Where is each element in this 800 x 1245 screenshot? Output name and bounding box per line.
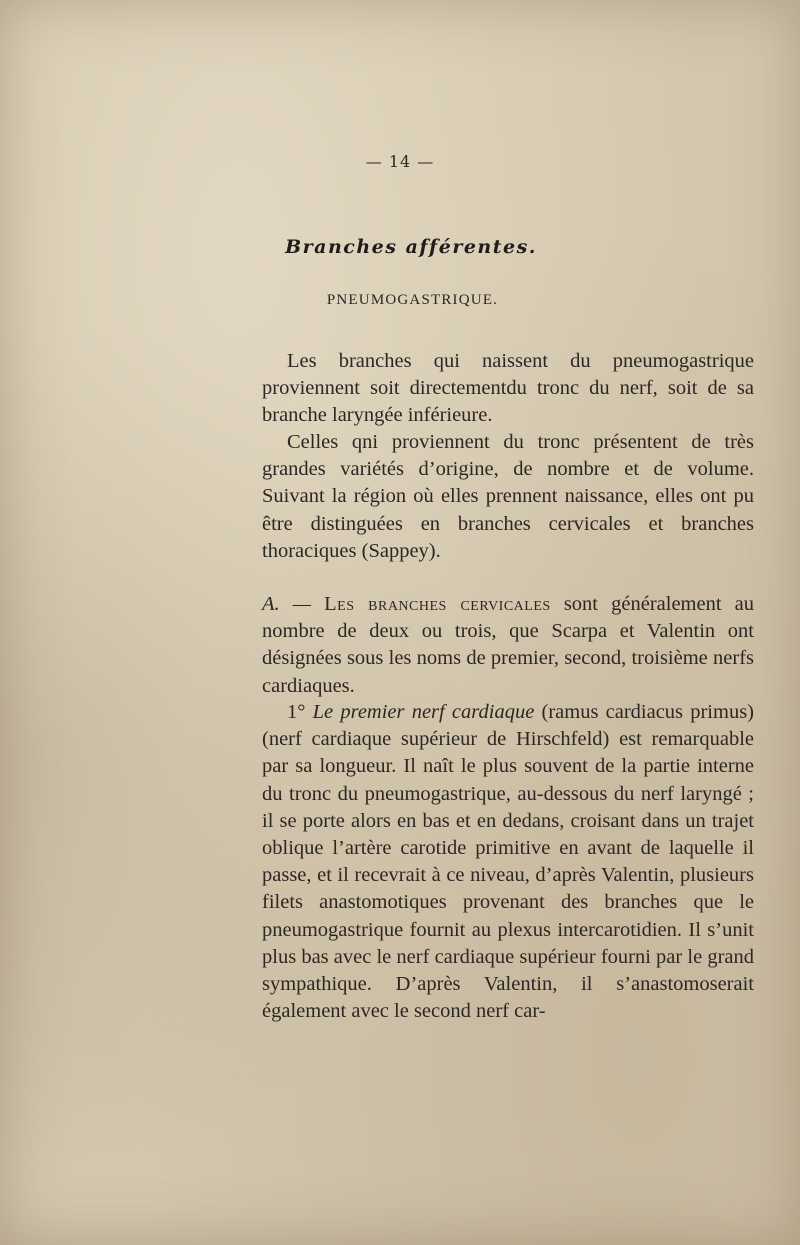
paragraph-2 bbox=[262, 429, 754, 565]
paragraph-3-lead: Les branches cervicales bbox=[324, 593, 551, 615]
paragraph-4-italic: Le premier nerf cardiaque bbox=[312, 701, 535, 723]
paragraph-3-body bbox=[262, 591, 754, 700]
page-number: — 14 — bbox=[365, 152, 435, 171]
paragraph-3 bbox=[262, 591, 754, 700]
subheading: PNEUMOGASTRIQUE. bbox=[326, 292, 499, 308]
paragraph-1 bbox=[262, 348, 754, 430]
paragraph-4-number: 1° bbox=[287, 701, 306, 723]
section-heading: Branches afférentes. bbox=[285, 236, 537, 258]
paragraph-2-text: Celles qni proviennent du tronc présentent de très grandes variétés d’origine, de nombre et de volume. Suivant la région où elles prennent naissance, elles ont pu être distinguées en branches cervicales et branches thoraciques (Sappey). bbox=[262, 431, 754, 562]
paragraph-3-marker: A. — bbox=[262, 593, 312, 615]
paragraph-4-body bbox=[262, 699, 754, 1025]
paragraph-4 bbox=[262, 699, 754, 1025]
paragraph-1-text: Les branches qui naissent du pneumogastrique proviennent soit directementdu tronc du nerf, soit de sa branche laryngée inférieure. bbox=[262, 350, 754, 427]
paragraph-4-rest: (ramus cardiacus primus) (nerf cardiaque supérieur de Hirschfeld) est remarquable par sa longueur. Il naît le plus souvent de la partie interne du tronc du pneumogastrique, au-dessous du nerf laryngé ; il se porte alors en bas et en dedans, croisant dans un trajet oblique l’artère carotide primitive en avant de laquelle il passe, et il recevrait à ce niveau, d’après Valentin, plusieurs filets anastomotiques provenant des branches que le pneumogastrique fournit au plexus intercarotidien. Il s’unit plus bas avec le nerf cardiaque supérieur fourni par le grand sympathique. D’après Valentin, il s’anastomoserait également avec le second nerf car- bbox=[262, 701, 754, 1023]
paragraph-3-rest: sont généralement au nombre de deux ou trois, que Scarpa et Valentin ont désignées sous les noms de premier, second, troisième nerfs cardiaques. bbox=[262, 593, 755, 697]
